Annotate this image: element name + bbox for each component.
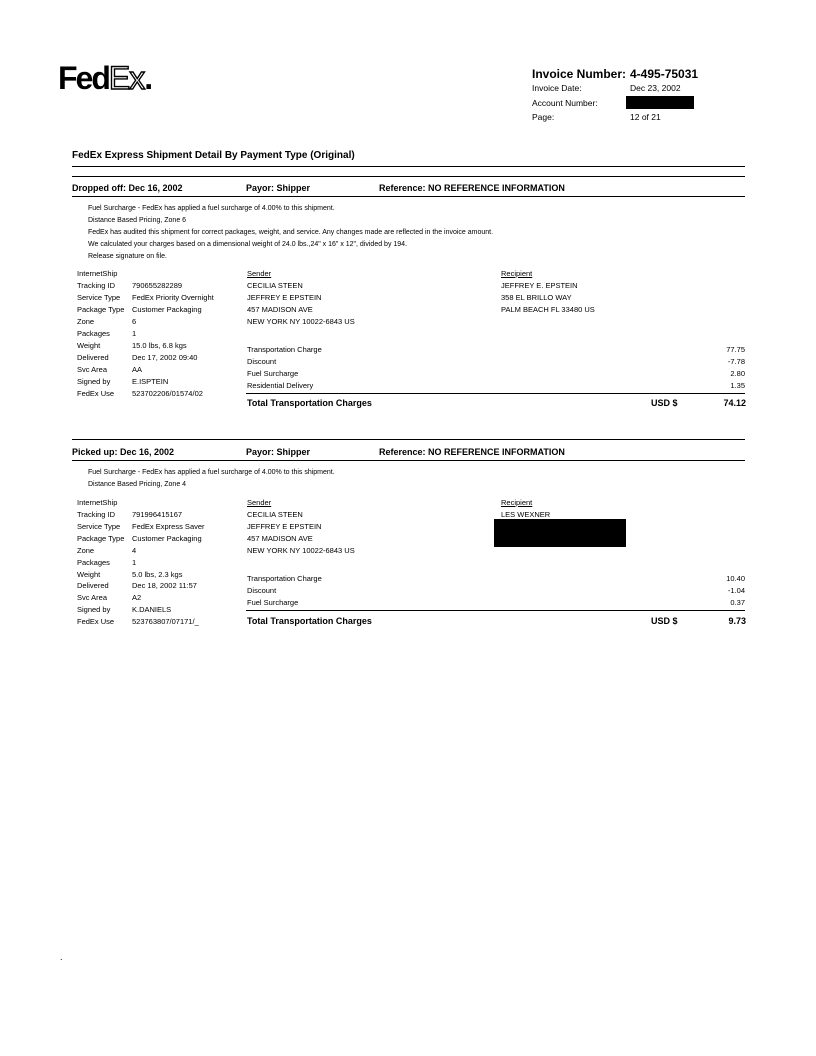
logo-dot: . xyxy=(144,60,152,96)
detail-value: FedEx Express Saver xyxy=(132,522,205,531)
logo-ex: Ex xyxy=(108,60,145,96)
note-line: Fuel Surcharge - FedEx has applied a fuel surcharge of 4.00% to this shipment. xyxy=(88,205,335,212)
detail-label: InternetShip xyxy=(77,498,118,507)
charge-amount: 1.35 xyxy=(730,381,745,390)
account-number-redaction xyxy=(626,96,694,109)
shipment-event: Picked up: Dec 16, 2002 xyxy=(72,447,175,457)
charge-label: Discount xyxy=(247,586,277,595)
total-amount: 9.73 xyxy=(728,616,746,626)
detail-value: Dec 18, 2002 11:57 xyxy=(132,581,197,590)
sender-line: 457 MADISON AVE xyxy=(247,534,313,543)
divider xyxy=(72,166,745,167)
detail-value: AA xyxy=(132,365,143,374)
charge-label: Transportation Charge xyxy=(247,345,322,354)
invoice-date: Dec 23, 2002 xyxy=(630,83,681,93)
shipment-reference: Reference: NO REFERENCE INFORMATION xyxy=(379,447,565,457)
detail-label: Svc Area xyxy=(77,593,108,602)
account-number-label: Account Number: xyxy=(532,98,598,108)
detail-label: Tracking ID xyxy=(77,281,116,290)
sender-line: NEW YORK NY 10022-6843 US xyxy=(247,317,355,326)
sender-line: JEFFREY E EPSTEIN xyxy=(247,522,322,531)
recipient-address-redaction xyxy=(494,519,626,547)
recipient-line: 358 EL BRILLO WAY xyxy=(501,293,572,302)
note-line: Distance Based Pricing, Zone 6 xyxy=(88,217,187,224)
charge-amount: -7.78 xyxy=(727,357,745,366)
charge-label: Residential Delivery xyxy=(247,381,314,390)
detail-label: Package Type xyxy=(77,305,125,314)
charge-amount: 10.40 xyxy=(726,574,745,583)
note-line: Release signature on file. xyxy=(88,253,167,260)
tracking-id: 790655282289 xyxy=(132,281,183,290)
detail-label: FedEx Use xyxy=(77,617,115,626)
recipient-line: JEFFREY E. EPSTEIN xyxy=(501,281,578,290)
divider xyxy=(246,393,745,394)
sender-line: JEFFREY E EPSTEIN xyxy=(247,293,322,302)
note-line: FedEx has audited this shipment for correct packages, weight, and service. Any changes made are reflected in the invoice amount. xyxy=(88,229,494,236)
detail-value: A2 xyxy=(132,593,142,602)
recipient-line: LES WEXNER xyxy=(501,510,551,519)
recipient-line: PALM BEACH FL 33480 US xyxy=(501,305,595,314)
note-line: We calculated your charges based on a dimensional weight of 24.0 lbs.,24" x 16" x 12", divided by 194. xyxy=(88,241,408,248)
note-line: Distance Based Pricing, Zone 4 xyxy=(88,481,187,488)
detail-value: 5.0 lbs, 2.3 kgs xyxy=(132,570,183,579)
charge-label: Transportation Charge xyxy=(247,574,322,583)
detail-value: 523763807/07171/_ xyxy=(132,617,199,626)
recipient-heading: Recipient xyxy=(501,498,533,507)
detail-label: Delivered xyxy=(77,581,109,590)
shipment-payor: Payor: Shipper xyxy=(246,447,311,457)
detail-label: Weight xyxy=(77,570,101,579)
divider xyxy=(72,460,745,461)
detail-value: K.DANIELS xyxy=(132,605,172,614)
invoice-date-label: Invoice Date: xyxy=(532,83,582,93)
total-label: Total Transportation Charges xyxy=(247,616,372,626)
detail-label: Signed by xyxy=(77,377,111,386)
charge-amount: -1.04 xyxy=(727,586,745,595)
sender-heading: Sender xyxy=(247,498,272,507)
divider xyxy=(72,176,745,177)
detail-value: 1 xyxy=(132,558,137,567)
charge-label: Fuel Surcharge xyxy=(247,598,299,607)
total-amount: 74.12 xyxy=(723,398,746,408)
page-number: 12 of 21 xyxy=(630,112,661,122)
detail-label: Svc Area xyxy=(77,365,108,374)
detail-label: Service Type xyxy=(77,522,121,531)
detail-label: InternetShip xyxy=(77,269,118,278)
sender-heading: Sender xyxy=(247,269,272,278)
divider xyxy=(72,439,745,440)
detail-label: Delivered xyxy=(77,353,109,362)
detail-label: Tracking ID xyxy=(77,510,116,519)
section-title: FedEx Express Shipment Detail By Payment Type (Original) xyxy=(72,150,355,161)
detail-value: E.ISPTEIN xyxy=(132,377,169,386)
detail-value: FedEx Priority Overnight xyxy=(132,293,214,302)
sender-line: CECILIA STEEN xyxy=(247,281,303,290)
recipient-heading: Recipient xyxy=(501,269,533,278)
total-currency: USD $ xyxy=(651,616,678,626)
charge-label: Fuel Surcharge xyxy=(247,369,299,378)
charge-label: Discount xyxy=(247,357,277,366)
logo-fed: Fed xyxy=(58,60,109,96)
charge-amount: 2.80 xyxy=(730,369,745,378)
page-label: Page: xyxy=(532,112,555,122)
detail-label: Service Type xyxy=(77,293,121,302)
divider xyxy=(246,610,745,611)
detail-value: 4 xyxy=(132,546,137,555)
detail-value: Customer Packaging xyxy=(132,305,202,314)
detail-value: 1 xyxy=(132,329,137,338)
total-label: Total Transportation Charges xyxy=(247,398,372,408)
divider xyxy=(72,196,745,197)
detail-value: Customer Packaging xyxy=(132,534,202,543)
shipment-event: Dropped off: Dec 16, 2002 xyxy=(72,183,183,193)
detail-label: Packages xyxy=(77,558,110,567)
charge-amount: 0.37 xyxy=(730,598,745,607)
detail-label: Weight xyxy=(77,341,101,350)
footer-mark: . xyxy=(60,952,63,962)
sender-line: 457 MADISON AVE xyxy=(247,305,313,314)
detail-value: 15.0 lbs, 6.8 kgs xyxy=(132,341,187,350)
detail-label: FedEx Use xyxy=(77,389,115,398)
note-line: Fuel Surcharge - FedEx has applied a fuel surcharge of 4.00% to this shipment. xyxy=(88,469,335,476)
detail-value: 523702206/01574/02 xyxy=(132,389,203,398)
invoice-number-label: Invoice Number: xyxy=(532,67,627,81)
shipment-reference: Reference: NO REFERENCE INFORMATION xyxy=(379,183,565,193)
sender-line: NEW YORK NY 10022-6843 US xyxy=(247,546,355,555)
fedex-logo xyxy=(58,62,151,94)
tracking-id: 791996415167 xyxy=(132,510,183,519)
invoice-number: 4-495-75031 xyxy=(630,67,699,81)
detail-label: Zone xyxy=(77,317,95,326)
detail-value: 6 xyxy=(132,317,137,326)
sender-line: CECILIA STEEN xyxy=(247,510,303,519)
detail-label: Package Type xyxy=(77,534,125,543)
shipment-payor: Payor: Shipper xyxy=(246,183,311,193)
detail-value: Dec 17, 2002 09:40 xyxy=(132,353,198,362)
detail-label: Signed by xyxy=(77,605,111,614)
detail-label: Packages xyxy=(77,329,110,338)
detail-label: Zone xyxy=(77,546,95,555)
charge-amount: 77.75 xyxy=(726,345,745,354)
total-currency: USD $ xyxy=(651,398,678,408)
